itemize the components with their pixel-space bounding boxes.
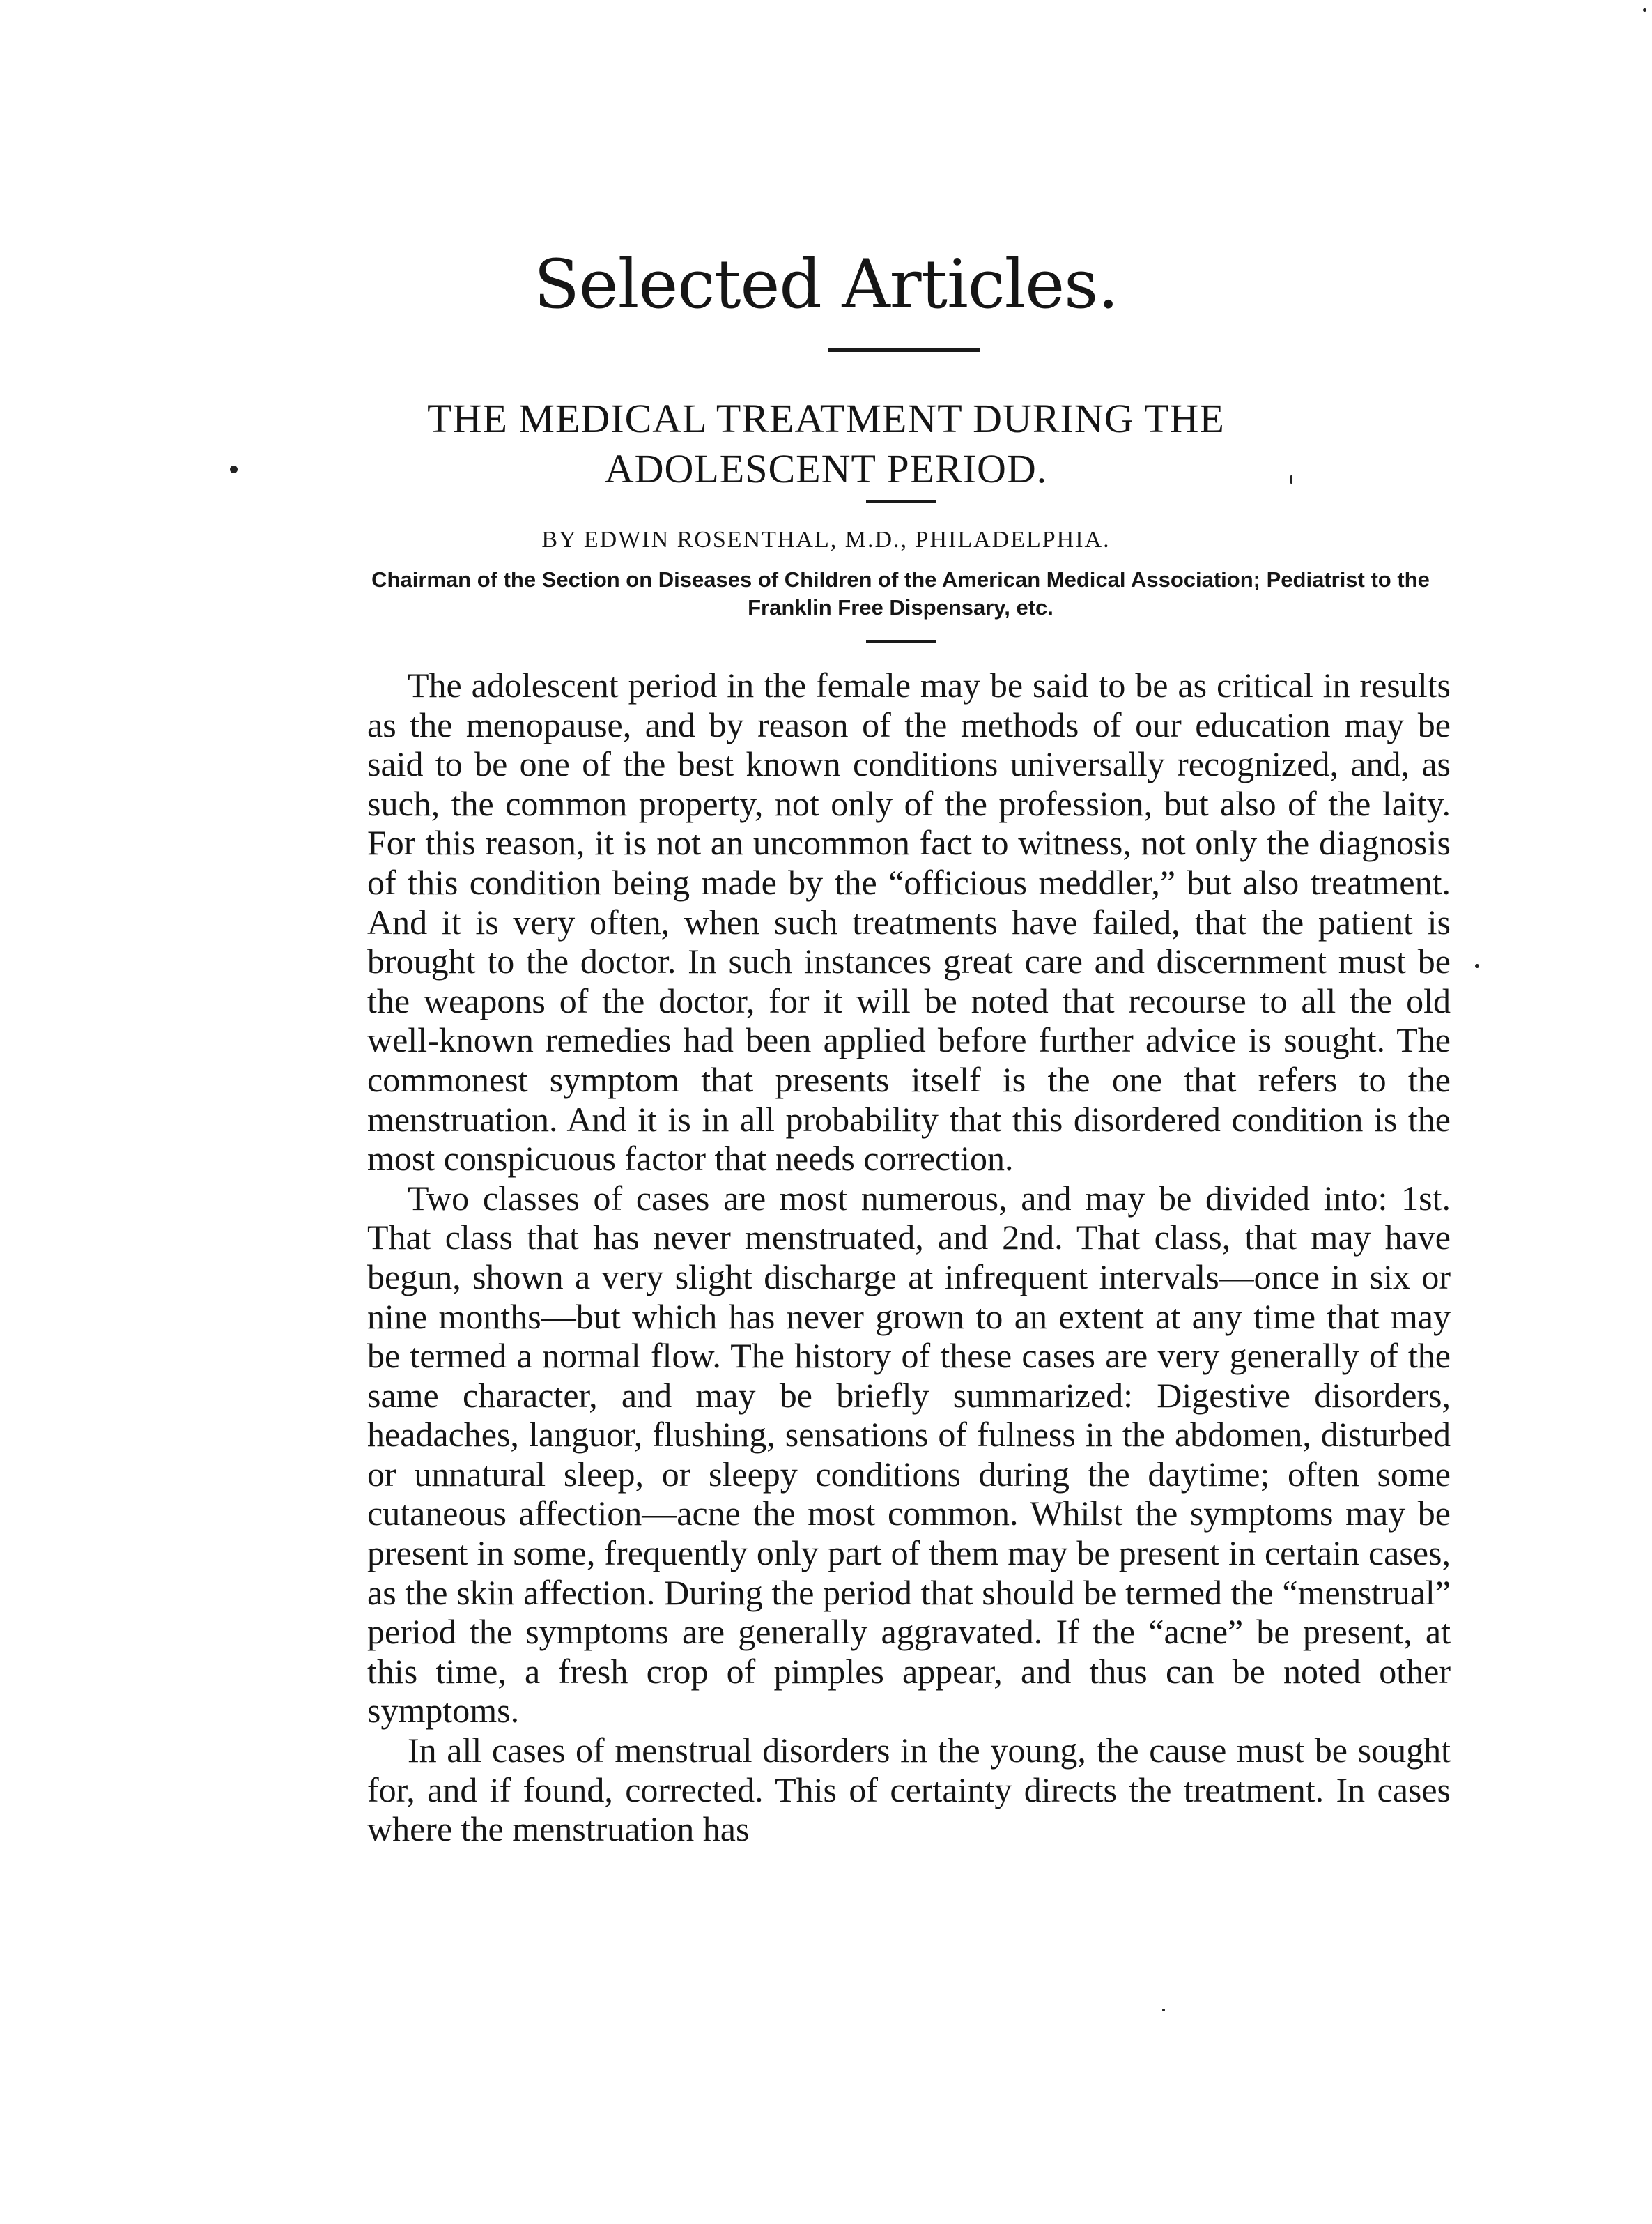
scan-speck [230,466,238,473]
section-divider [828,348,980,352]
section-heading: Selected Articles. [534,245,1118,323]
byline-divider [866,640,936,643]
article-title-line-2: ADOLESCENT PERIOD. [604,446,1048,491]
article-body [367,666,1451,1849]
article-title-line-1: THE MEDICAL TREATMENT DURING THE [427,396,1225,441]
author-affiliation: Chairman of the Section on Diseases of Children of the American Medical Association; Pediatrist to the Franklin Free Dispensary, etc. [371,567,1430,620]
body-paragraph: The adolescent period in the female may be said to be as critical in results as the menopause, and by reason of the methods of our education may be said to be one of the best known conditions universally recognized, and, as such, the common property, not only of the profession, but also of the laity. For this reason, it is not an uncommon fact to witness, not only the diagnosis of this condition being made by the “officious meddler,” but also treatment. And it is very often, when such treatments have failed, that the patient is brought to the doctor. In such instances great care and discernment must be the weapons of the doctor, for it will be noted that recourse to all the old well-known remedies had been applied before further advice is sought. The commonest symptom that presents itself is the one that refers to the menstruation. And it is in all probability that this disordered condition is the most conspicuous factor that needs correction. [367,666,1451,1179]
scan-speck [1162,2009,1165,2011]
scan-speck [1290,475,1292,484]
author-byline: BY EDWIN ROSENTHAL, M.D., PHILADELPHIA. [541,527,1111,553]
scan-speck [1475,964,1479,968]
scan-speck [1643,8,1646,12]
body-paragraph: Two classes of cases are most numerous, and may be divided into: 1st. That class that has never menstruated, and 2nd. That class, that may have begun, shown a very slight discharge at infrequent intervals—once in six or nine months—but which has never grown to an extent at any time that may be termed a normal flow. The history of these cases are very generally of the same character, and may be briefly summarized: Digestive disorders, headaches, languor, flushing, sensations of fulness in the abdomen, disturbed or unnatural sleep, or sleepy conditions during the daytime; often some cutaneous affection—acne the most common. Whilst the symptoms may be present in some, frequently only part of them may be present in certain cases, as the skin affection. During the period that should be termed the “menstrual” period the symptoms are generally aggravated. If the “acne” be present, at this time, a fresh crop of pimples appear, and thus can be noted other symptoms. [367,1178,1451,1731]
body-paragraph: In all cases of menstrual disorders in the young, the cause must be sought for, and if found, corrected. This of certainty directs the treatment. In cases where the menstruation has [367,1731,1451,1849]
article-title [0,394,1652,494]
title-divider [866,500,936,503]
